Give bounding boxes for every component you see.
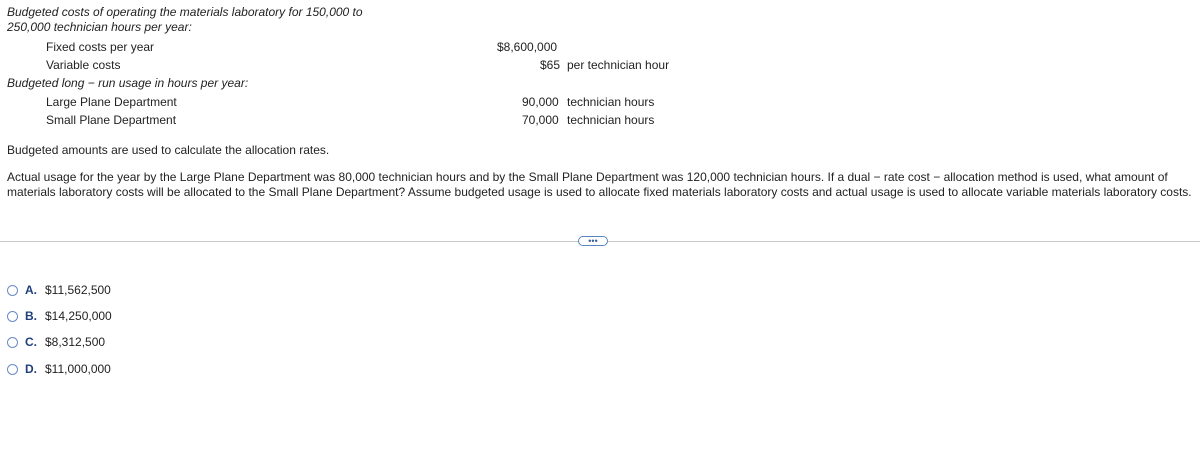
ellipsis-icon: ••• xyxy=(588,236,598,246)
option-value: $11,562,500 xyxy=(45,283,111,297)
option-c[interactable] xyxy=(7,334,105,350)
option-letter: B. xyxy=(25,309,37,323)
small-plane-hours: 70,000 xyxy=(522,113,559,127)
large-plane-unit: technician hours xyxy=(567,95,655,109)
allocation-note: Budgeted amounts are used to calculate the allocation rates. xyxy=(7,143,330,157)
option-value: $8,312,500 xyxy=(45,335,106,349)
radio-icon[interactable] xyxy=(7,364,18,375)
option-b[interactable] xyxy=(7,308,112,324)
variable-costs-unit: per technician hour xyxy=(567,58,670,72)
small-plane-label: Small Plane Department xyxy=(46,113,177,127)
option-letter: C. xyxy=(25,335,37,349)
radio-icon[interactable] xyxy=(7,337,18,348)
usage-heading: Budgeted long − run usage in hours per year: xyxy=(7,76,249,90)
option-value: $11,000,000 xyxy=(45,362,111,376)
option-letter: A. xyxy=(25,283,37,297)
small-plane-unit: technician hours xyxy=(567,113,655,127)
fixed-costs-label: Fixed costs per year xyxy=(46,40,155,54)
option-d[interactable] xyxy=(7,361,111,377)
radio-icon[interactable] xyxy=(7,311,18,322)
variable-costs-label: Variable costs xyxy=(46,58,121,72)
intro-line-1: Budgeted costs of operating the materials laboratory for 150,000 to xyxy=(7,5,363,19)
radio-icon[interactable] xyxy=(7,285,18,296)
more-options-button[interactable] xyxy=(578,236,608,246)
variable-costs-value: $65 xyxy=(540,58,561,72)
option-letter: D. xyxy=(25,362,37,376)
intro-line-2: 250,000 technician hours per year: xyxy=(7,20,192,34)
option-value: $14,250,000 xyxy=(45,309,112,323)
large-plane-hours: 90,000 xyxy=(522,95,559,109)
large-plane-label: Large Plane Department xyxy=(46,95,177,109)
option-a[interactable] xyxy=(7,282,111,298)
question-text: Actual usage for the year by the Large Plane Department was 80,000 technician hours and by the Small Plane Department was 120,000 technician hours. If a dual − rate cost − allocation method is used, what amount of materials laboratory costs will be allocated to the Small Plane Department? Assume budgeted usage is used to allocate fixed materials laboratory costs and actual usage is used to allocate variable materials laboratory costs. xyxy=(7,170,1192,199)
fixed-costs-value: $8,600,000 xyxy=(497,40,558,54)
